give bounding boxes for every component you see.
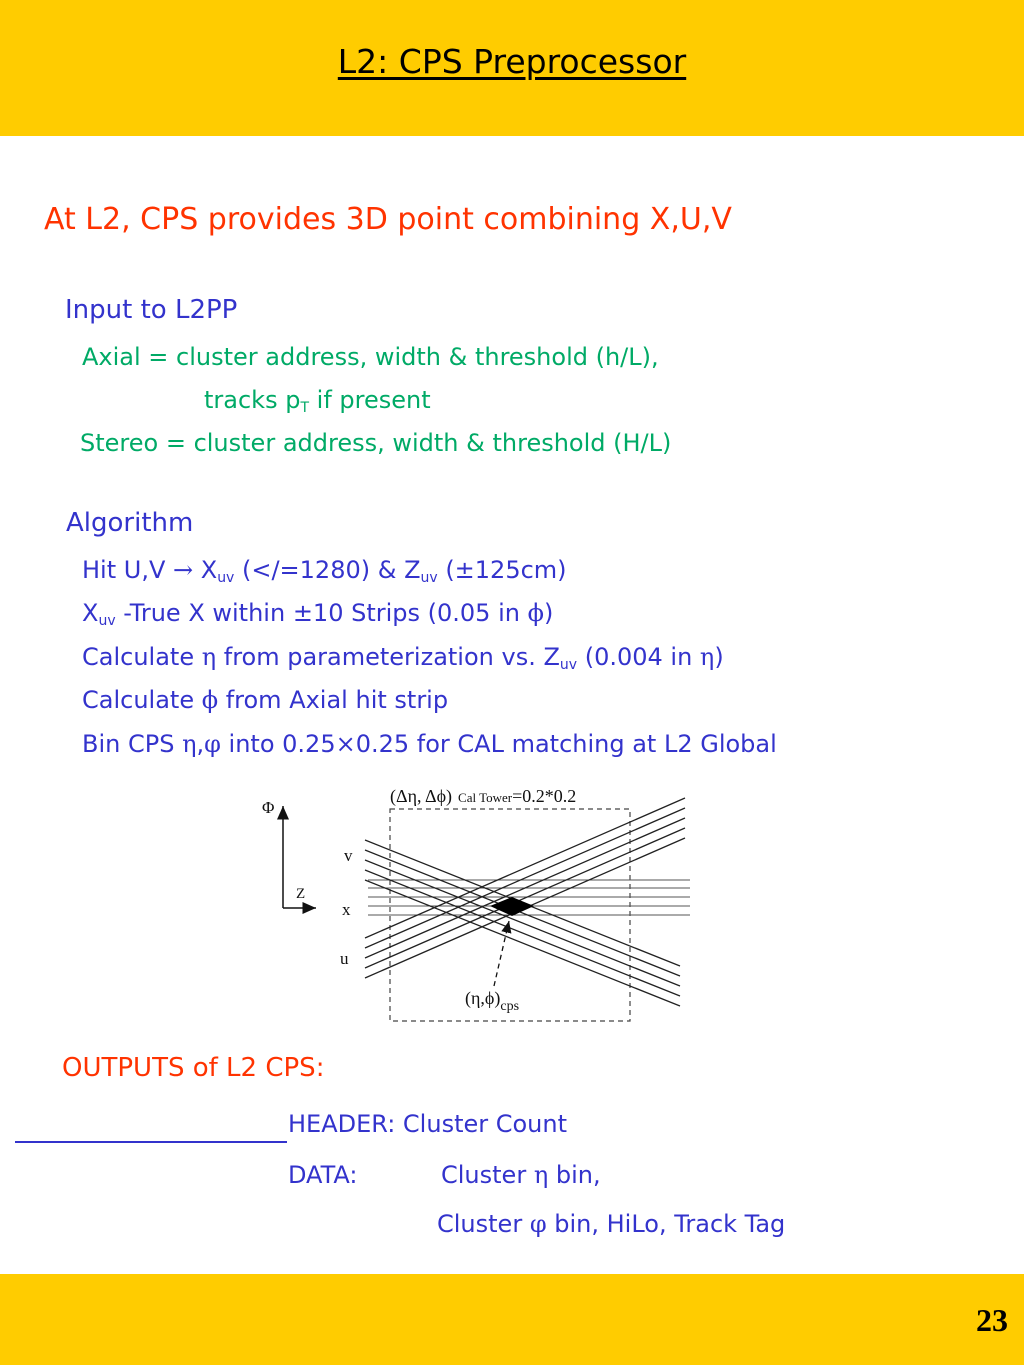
axial-line: Axial = cluster address, width & threshold (h/L),	[82, 343, 659, 371]
v-strips	[365, 840, 680, 1006]
x-strips	[368, 880, 690, 915]
algorithm-line-1: Hit $U,V \to X_{uv}$ (</=1280) & $Z_{uv}$ (±125cm)	[82, 556, 567, 586]
phi-axis-label: Φ	[262, 798, 275, 817]
outputs-data-label: DATA:	[288, 1161, 358, 1189]
outputs-heading: OUTPUTS of L2 CPS:	[62, 1053, 325, 1083]
u-label: u	[340, 949, 349, 968]
z-axis-label: Z	[296, 886, 306, 902]
headline: At L2, CPS provides 3D point combining X,U,V	[44, 202, 732, 237]
algorithm-line-4: Calculate ϕ from Axial hit strip	[82, 686, 449, 714]
outputs-cluster-line: Cluster φ bin, HiLo, Track Tag	[437, 1210, 786, 1238]
footer-band	[0, 1274, 1024, 1365]
algorithm-heading: Algorithm	[66, 508, 194, 538]
stereo-line: Stereo = cluster address, width & threshold (H/L)	[80, 429, 672, 457]
outputs-header-line: HEADER: Cluster Count	[288, 1110, 568, 1138]
algorithm-line-2: $X_{uv}$ -True X within ±10 Strips (0.05 in ϕ)	[82, 599, 554, 629]
outputs-rule	[15, 1141, 287, 1143]
v-label: v	[344, 846, 353, 865]
input-heading: Input to L2PP	[65, 295, 238, 325]
algorithm-line-3: Calculate η from parameterization vs. $Z_{uv}$ (0.004 in η)	[82, 643, 724, 673]
page-number: 23	[976, 1302, 1008, 1338]
cps-strip-diagram	[250, 778, 700, 1028]
cps-pointer-arrow	[494, 921, 509, 986]
outputs-data-line: Cluster η bin,	[441, 1161, 601, 1189]
slide-title: L2: CPS Preprocessor	[337, 42, 687, 81]
cps-point-label: $(\eta,\phi)_{cps}$	[465, 988, 520, 1014]
x-label: x	[342, 900, 351, 919]
tracks-line: tracks $p_T$ if present	[204, 386, 431, 416]
algorithm-line-5: Bin CPS η,φ into 0.25×0.25 for CAL matching at L2 Global	[82, 730, 777, 758]
tower-label: (Δη, Δϕ) Cal Tower=0.2*0.2	[390, 786, 577, 806]
